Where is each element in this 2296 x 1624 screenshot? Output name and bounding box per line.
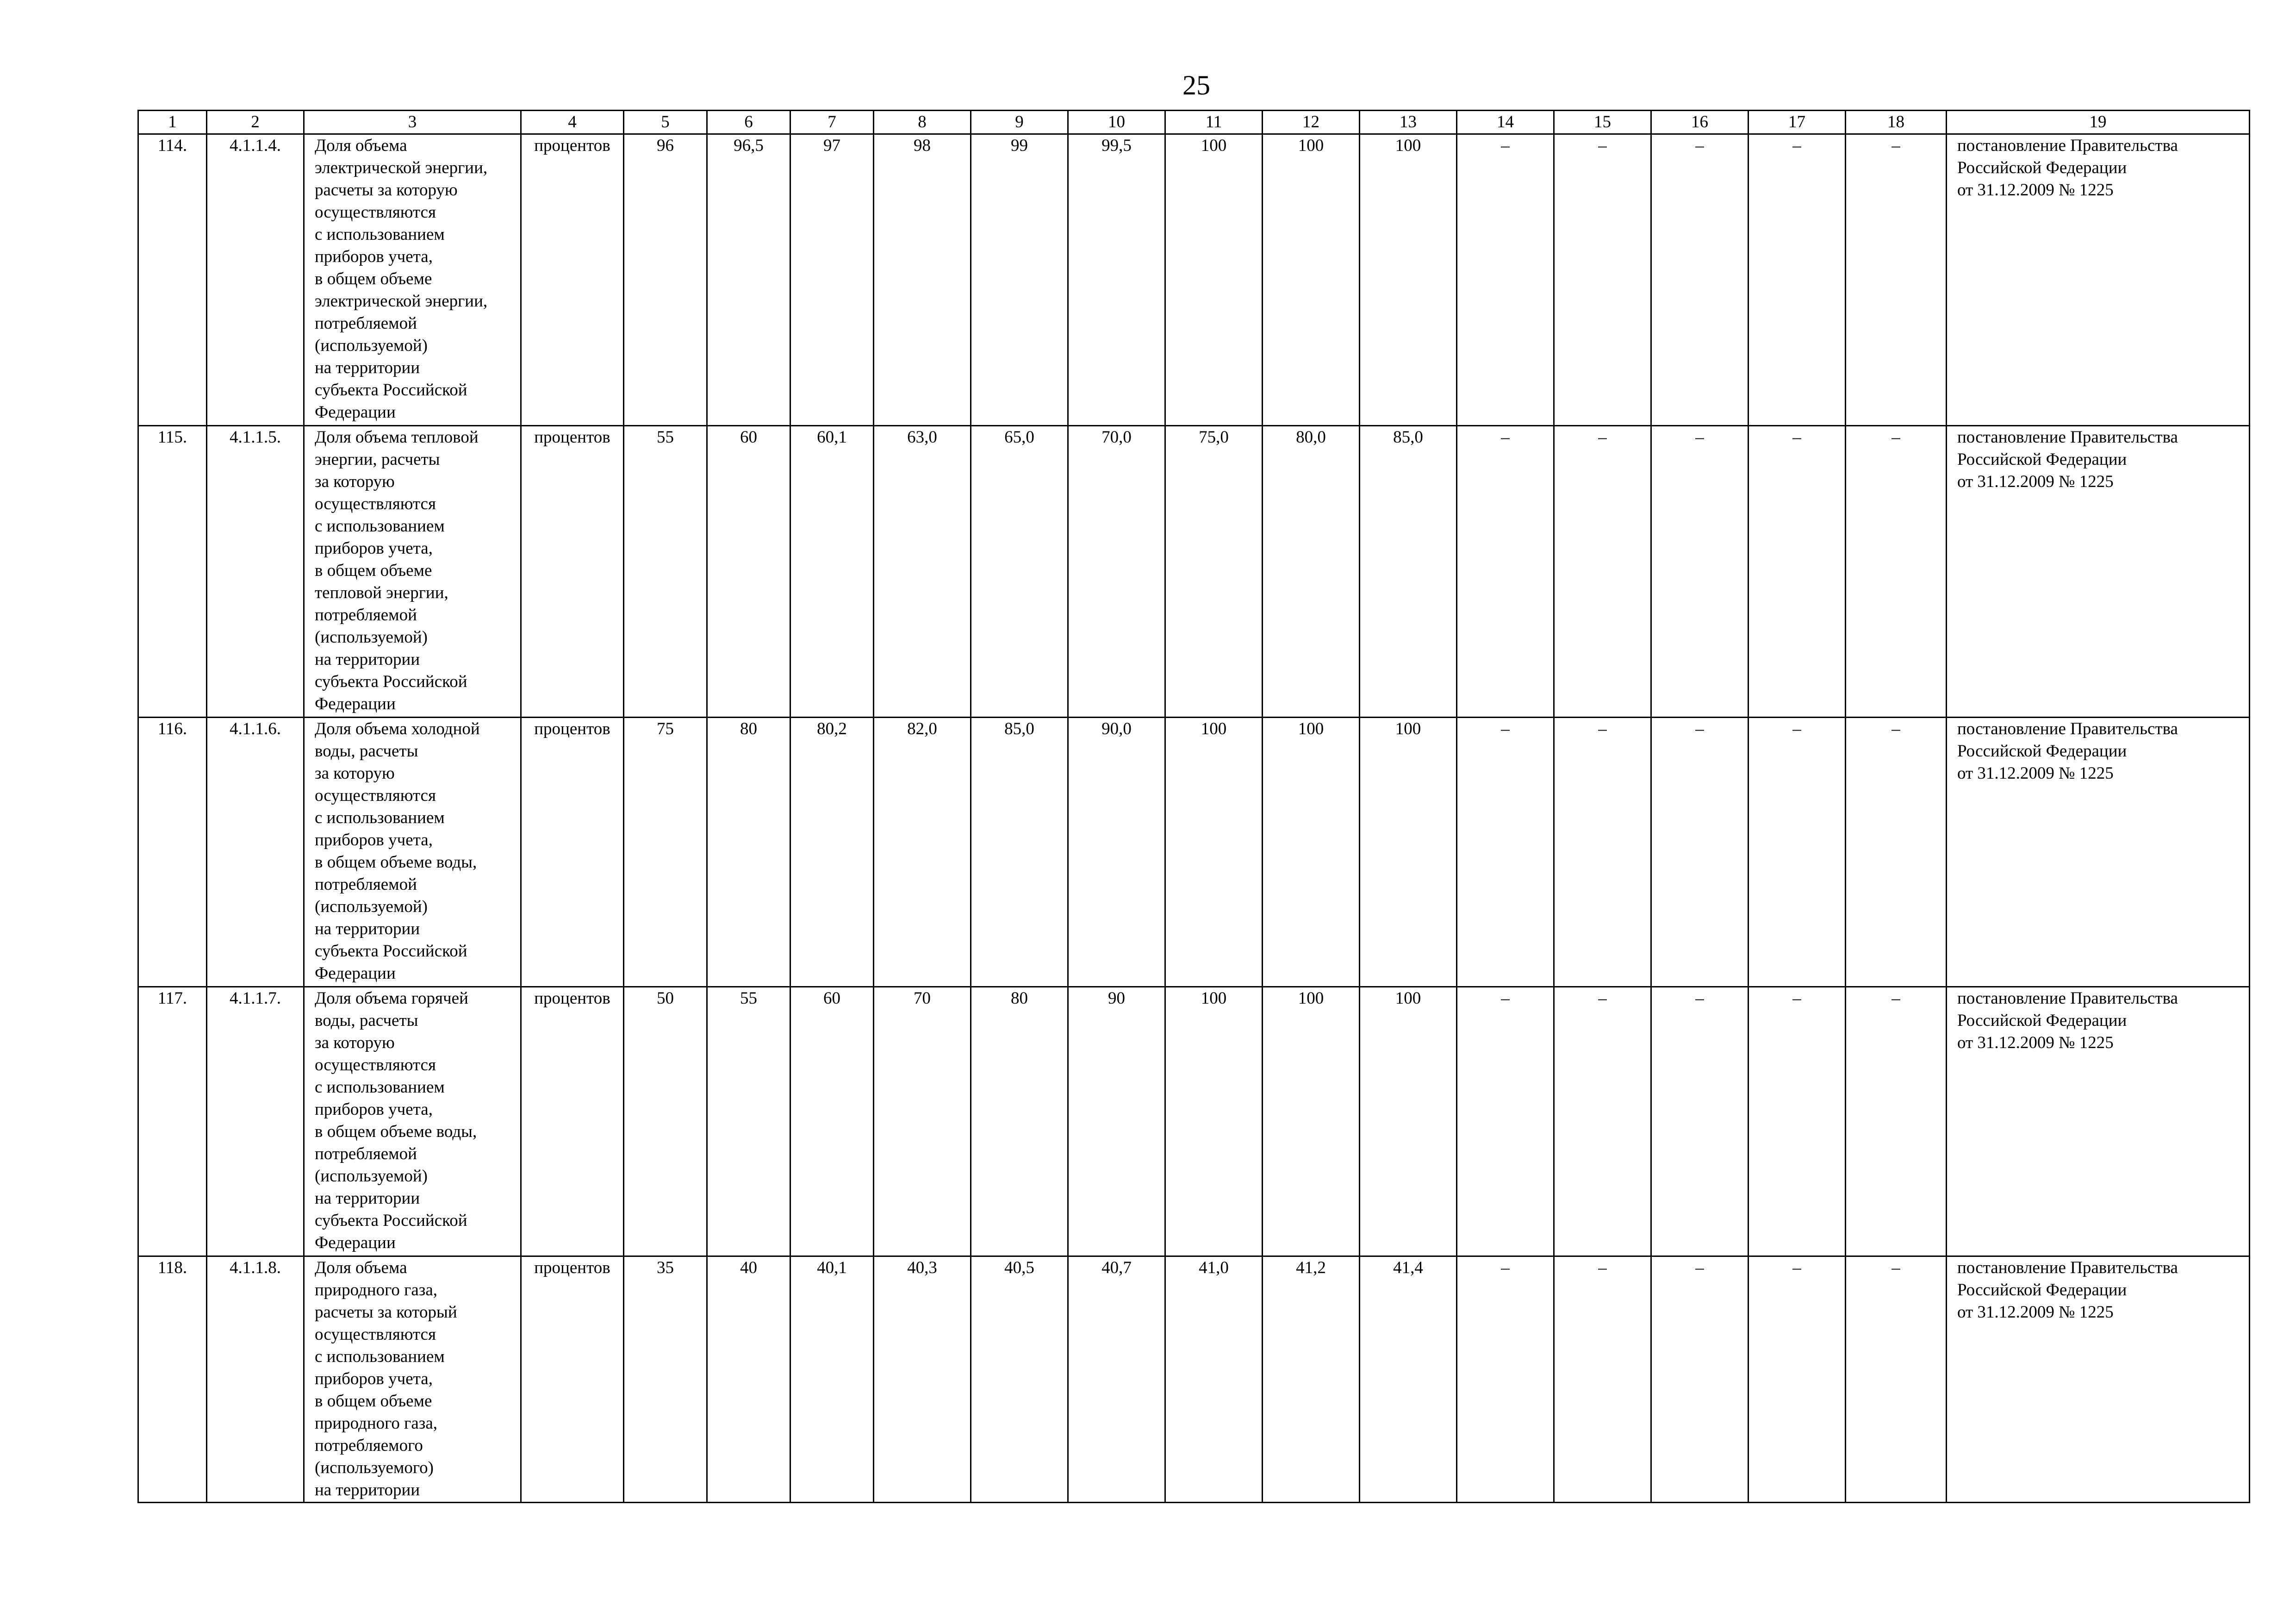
value-cell: 75,0	[1165, 426, 1263, 718]
indicator-name-line: Доля объема горячей	[315, 989, 468, 1008]
source-line: от 31.12.2009 № 1225	[1957, 181, 2114, 200]
indicator-name-line: с использованием	[315, 1347, 445, 1366]
indicator-name-line: (используемого)	[315, 1458, 434, 1477]
value-cell: –	[1748, 134, 1846, 426]
indicator-name-line: осуществляются	[315, 1056, 436, 1074]
value-cell: 100	[1263, 987, 1360, 1256]
indicator-name-line: потребляемой	[315, 1144, 417, 1163]
header-cell: 3	[304, 111, 521, 134]
indicator-name-line: Доля объема холодной	[315, 719, 480, 738]
row-number-cell: 114.	[138, 134, 207, 426]
indicator-code-cell: 4.1.1.5.	[207, 426, 304, 718]
indicator-code-cell: 4.1.1.8.	[207, 1256, 304, 1503]
indicator-name-line: Доля объема	[315, 136, 407, 155]
indicator-name-cell	[304, 987, 521, 1256]
indicator-name-line: с использованием	[315, 225, 445, 244]
header-cell: 14	[1457, 111, 1554, 134]
source-line: постановление Правительства	[1957, 989, 2178, 1008]
header-cell: 9	[971, 111, 1068, 134]
indicator-name-line: в общем объеме воды,	[315, 1122, 477, 1141]
source-line: постановление Правительства	[1957, 1258, 2178, 1277]
indicator-name-line: осуществляются	[315, 1325, 436, 1344]
page-number: 25	[1182, 70, 1210, 100]
indicator-name-line: потребляемой	[315, 875, 417, 894]
row-number-cell: 116.	[138, 718, 207, 987]
source-cell	[1947, 426, 2250, 718]
indicator-name-cell	[304, 426, 521, 718]
indicator-name-line: природного газа,	[315, 1414, 438, 1433]
header-cell: 13	[1360, 111, 1457, 134]
value-cell: 80,0	[1263, 426, 1360, 718]
value-cell: 65,0	[971, 426, 1068, 718]
header-cell: 7	[790, 111, 874, 134]
indicator-name-line: осуществляются	[315, 786, 436, 805]
source-line: постановление Правительства	[1957, 136, 2178, 155]
value-cell: 70	[874, 987, 971, 1256]
value-cell: 85,0	[1360, 426, 1457, 718]
value-cell: 100	[1165, 987, 1263, 1256]
source-cell	[1947, 987, 2250, 1256]
indicator-name-line: приборов учета,	[315, 831, 433, 849]
value-cell: –	[1748, 1256, 1846, 1503]
indicator-name-line: расчеты за которую	[315, 181, 458, 200]
header-cell: 4	[521, 111, 624, 134]
value-cell: 50	[624, 987, 707, 1256]
indicator-name-line: с использованием	[315, 808, 445, 827]
indicator-name-line: Федерации	[315, 694, 396, 713]
value-cell: –	[1554, 987, 1651, 1256]
indicators-table	[137, 110, 2250, 1503]
value-cell: 40	[707, 1256, 790, 1503]
indicator-name-line: в общем объеме	[315, 1392, 432, 1411]
unit-cell: процентов	[521, 134, 624, 426]
value-cell: –	[1651, 426, 1748, 718]
indicator-name-line: потребляемой	[315, 606, 417, 625]
indicator-name-line: в общем объеме воды,	[315, 853, 477, 872]
unit-cell: процентов	[521, 1256, 624, 1503]
indicator-name-line: Федерации	[315, 1233, 396, 1252]
header-cell: 19	[1947, 111, 2250, 134]
indicator-name-line: расчеты за который	[315, 1303, 457, 1322]
source-line: Российской Федерации	[1957, 1280, 2127, 1299]
header-cell: 15	[1554, 111, 1651, 134]
indicator-name-line: за которую	[315, 764, 395, 783]
value-cell: –	[1554, 134, 1651, 426]
indicator-name-line: (используемой)	[315, 1167, 428, 1186]
indicator-name-line: с использованием	[315, 517, 445, 536]
indicator-name-line: с использованием	[315, 1078, 445, 1097]
header-cell: 1	[138, 111, 207, 134]
value-cell: 99,5	[1068, 134, 1165, 426]
value-cell: –	[1748, 987, 1846, 1256]
value-cell: 80	[707, 718, 790, 987]
value-cell: 40,1	[790, 1256, 874, 1503]
value-cell: 40,7	[1068, 1256, 1165, 1503]
table-header-row	[138, 111, 2250, 134]
indicator-name-line: приборов учета,	[315, 1369, 433, 1388]
header-cell: 17	[1748, 111, 1846, 134]
indicator-name-line: Федерации	[315, 403, 396, 422]
value-cell: 82,0	[874, 718, 971, 987]
indicator-name-line: (используемой)	[315, 628, 428, 647]
indicator-name-line: электрической энергии,	[315, 292, 488, 311]
value-cell: 63,0	[874, 426, 971, 718]
table-row	[138, 718, 2250, 987]
value-cell: 96	[624, 134, 707, 426]
indicator-name-line: потребляемого	[315, 1436, 423, 1455]
header-cell: 11	[1165, 111, 1263, 134]
indicator-name-line: субъекта Российской	[315, 1211, 467, 1230]
indicator-code-cell: 4.1.1.7.	[207, 987, 304, 1256]
indicator-name-line: осуществляются	[315, 494, 436, 513]
header-cell: 18	[1846, 111, 1947, 134]
indicator-name-line: субъекта Российской	[315, 942, 467, 961]
value-cell: 100	[1263, 718, 1360, 987]
value-cell: 41,0	[1165, 1256, 1263, 1503]
value-cell: –	[1846, 1256, 1947, 1503]
value-cell: 35	[624, 1256, 707, 1503]
indicator-name-line: воды, расчеты	[315, 1011, 418, 1030]
indicator-name-line: в общем объеме	[315, 561, 432, 580]
value-cell: 97	[790, 134, 874, 426]
value-cell: 90	[1068, 987, 1165, 1256]
row-number-cell: 117.	[138, 987, 207, 1256]
value-cell: 60,1	[790, 426, 874, 718]
value-cell: –	[1457, 987, 1554, 1256]
value-cell: –	[1457, 718, 1554, 987]
value-cell: –	[1554, 718, 1651, 987]
value-cell: 41,2	[1263, 1256, 1360, 1503]
indicator-name-line: энергии, расчеты	[315, 450, 440, 469]
source-line: постановление Правительства	[1957, 428, 2178, 447]
header-cell: 16	[1651, 111, 1748, 134]
indicator-name-line: на территории	[315, 1480, 420, 1499]
value-cell: 99	[971, 134, 1068, 426]
value-cell: 75	[624, 718, 707, 987]
value-cell: 100	[1360, 134, 1457, 426]
indicator-name-line: на территории	[315, 650, 420, 669]
table-row	[138, 426, 2250, 718]
value-cell: –	[1846, 718, 1947, 987]
value-cell: 60	[707, 426, 790, 718]
source-line: Российской Федерации	[1957, 1011, 2127, 1030]
value-cell: –	[1651, 987, 1748, 1256]
header-cell: 10	[1068, 111, 1165, 134]
value-cell: 40,5	[971, 1256, 1068, 1503]
value-cell: 80,2	[790, 718, 874, 987]
value-cell: 100	[1165, 718, 1263, 987]
header-cell: 6	[707, 111, 790, 134]
value-cell: –	[1846, 426, 1947, 718]
source-line: Российской Федерации	[1957, 742, 2127, 761]
table-row	[138, 987, 2250, 1256]
value-cell: 100	[1360, 987, 1457, 1256]
indicator-name-line: электрической энергии,	[315, 158, 488, 177]
header-cell: 5	[624, 111, 707, 134]
header-cell: 12	[1263, 111, 1360, 134]
value-cell: –	[1457, 134, 1554, 426]
indicator-name-line: на территории	[315, 358, 420, 377]
value-cell: 96,5	[707, 134, 790, 426]
source-line: Российской Федерации	[1957, 450, 2127, 469]
value-cell: –	[1846, 987, 1947, 1256]
row-number-cell: 118.	[138, 1256, 207, 1503]
indicator-name-line: воды, расчеты	[315, 742, 418, 761]
indicator-name-cell	[304, 134, 521, 426]
source-cell	[1947, 1256, 2250, 1503]
source-cell	[1947, 134, 2250, 426]
indicator-name-line: приборов учета,	[315, 539, 433, 558]
value-cell: –	[1457, 426, 1554, 718]
source-line: от 31.12.2009 № 1225	[1957, 472, 2114, 491]
unit-cell: процентов	[521, 987, 624, 1256]
indicator-name-line: на территории	[315, 919, 420, 938]
indicator-name-line: в общем объеме	[315, 269, 432, 288]
value-cell: 100	[1165, 134, 1263, 426]
source-line: от 31.12.2009 № 1225	[1957, 1303, 2114, 1322]
value-cell: 40,3	[874, 1256, 971, 1503]
indicator-name-line: приборов учета,	[315, 1100, 433, 1119]
indicator-name-line: тепловой энергии,	[315, 583, 448, 602]
value-cell: –	[1554, 426, 1651, 718]
indicator-name-line: за которую	[315, 1033, 395, 1052]
indicator-name-line: Доля объема	[315, 1258, 407, 1277]
source-cell	[1947, 718, 2250, 987]
value-cell: 55	[624, 426, 707, 718]
value-cell: –	[1651, 718, 1748, 987]
source-line: от 31.12.2009 № 1225	[1957, 1033, 2114, 1052]
value-cell: 98	[874, 134, 971, 426]
value-cell: –	[1651, 1256, 1748, 1503]
indicator-name-line: приборов учета,	[315, 247, 433, 266]
indicator-name-line: осуществляются	[315, 203, 436, 222]
indicator-code-cell: 4.1.1.4.	[207, 134, 304, 426]
indicator-name-line: за которую	[315, 472, 395, 491]
value-cell: 100	[1360, 718, 1457, 987]
value-cell: –	[1748, 426, 1846, 718]
source-line: постановление Правительства	[1957, 719, 2178, 738]
value-cell: 41,4	[1360, 1256, 1457, 1503]
unit-cell: процентов	[521, 426, 624, 718]
header-cell: 8	[874, 111, 971, 134]
source-line: от 31.12.2009 № 1225	[1957, 764, 2114, 783]
indicator-name-line: субъекта Российской	[315, 381, 467, 400]
row-number-cell: 115.	[138, 426, 207, 718]
indicator-name-line: (используемой)	[315, 897, 428, 916]
indicator-name-line: (используемой)	[315, 336, 428, 355]
value-cell: 60	[790, 987, 874, 1256]
indicator-name-cell	[304, 718, 521, 987]
unit-cell: процентов	[521, 718, 624, 987]
value-cell: –	[1846, 134, 1947, 426]
table-row	[138, 1256, 2250, 1503]
value-cell: 55	[707, 987, 790, 1256]
indicator-name-line: на территории	[315, 1189, 420, 1208]
indicator-name-line: субъекта Российской	[315, 672, 467, 691]
value-cell: –	[1651, 134, 1748, 426]
table-row	[138, 134, 2250, 426]
value-cell: –	[1457, 1256, 1554, 1503]
value-cell: 90,0	[1068, 718, 1165, 987]
indicator-name-line: Доля объема тепловой	[315, 428, 479, 447]
value-cell: –	[1748, 718, 1846, 987]
indicator-name-line: природного газа,	[315, 1280, 438, 1299]
value-cell: 70,0	[1068, 426, 1165, 718]
indicator-name-line: потребляемой	[315, 314, 417, 333]
source-line: Российской Федерации	[1957, 158, 2127, 177]
value-cell: –	[1554, 1256, 1651, 1503]
value-cell: 85,0	[971, 718, 1068, 987]
header-cell: 2	[207, 111, 304, 134]
indicator-name-cell	[304, 1256, 521, 1503]
indicator-code-cell: 4.1.1.6.	[207, 718, 304, 987]
indicator-name-line: Федерации	[315, 964, 396, 983]
value-cell: 100	[1263, 134, 1360, 426]
value-cell: 80	[971, 987, 1068, 1256]
